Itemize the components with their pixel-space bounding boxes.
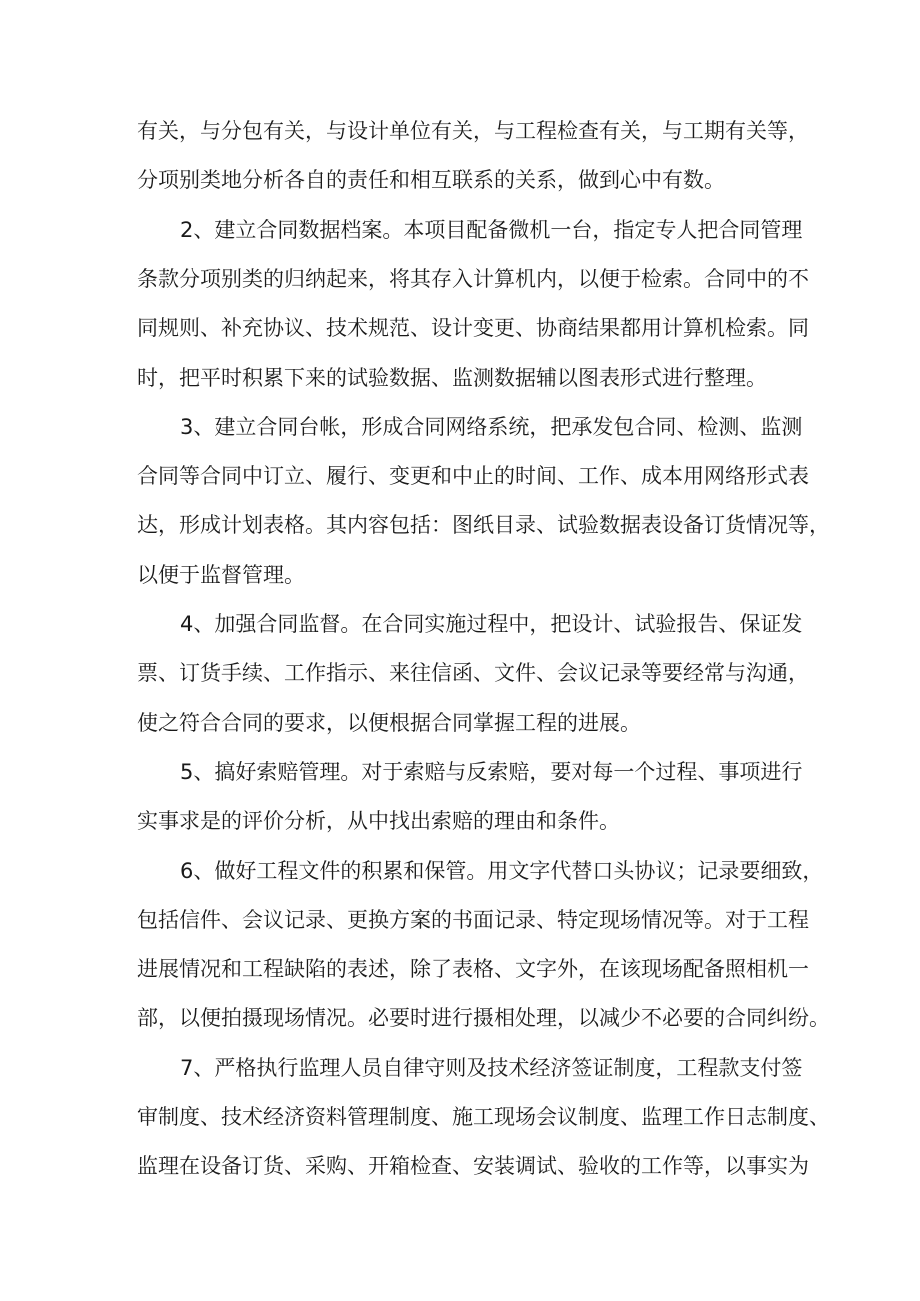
text-line: 时，把平时积累下来的试验数据、监测数据辅以图表形式进行整理。 [137, 365, 767, 390]
text-line: 同规则、补充协议、技术规范、设计变更、协商结果都用计算机检索。同 [137, 316, 809, 341]
text-line: 有关，与分包有关，与设计单位有关，与工程检查有关，与工期有关等， [137, 119, 809, 143]
text-line: 5、搞好索赔管理。对于索赔与反索赔，要对每一个过程、事项进行 [180, 759, 803, 784]
text-line: 条款分项别类的归纳起来，将其存入计算机内，以便于检索。合同中的不 [137, 266, 809, 291]
text-line: 进展情况和工程缺陷的表述，除了表格、文字外，在该现场配备照相机一 [137, 957, 809, 982]
text-line: 达，形成计划表格。其内容包括：图纸目录、试验数据表设备订货情况等， [137, 513, 830, 538]
text-line: 分项别类地分析各自的责任和相互联系的关系，做到心中有数。 [137, 168, 725, 193]
text-line: 审制度、技术经济资料管理制度、施工现场会议制度、监理工作日志制度、 [137, 1105, 830, 1129]
text-line: 合同等合同中订立、履行、变更和中止的时间、工作、成本用网络形式表 [137, 464, 809, 489]
text-line: 包括信件、会议记录、更换方案的书面记录、特定现场情况等。对于工程 [137, 907, 809, 932]
text-line: 以便于监督管理。 [137, 562, 305, 587]
text-line: 实事求是的评价分析，从中找出索赔的理由和条件。 [137, 809, 620, 834]
text-line: 监理在设备订货、采购、开箱检查、安装调试、验收的工作等，以事实为 [137, 1154, 809, 1179]
text-line: 2、建立合同数据档案。本项目配备微机一台，指定专人把合同管理 [180, 217, 803, 242]
text-line: 6、做好工程文件的积累和保管。用文字代替口头协议；记录要细致， [180, 858, 824, 883]
text-line: 部，以便拍摄现场情况。必要时进行摄相处理，以减少不必要的合同纠纷。 [137, 1006, 830, 1031]
text-line: 4、加强合同监督。在合同实施过程中，把设计、试验报告、保证发 [180, 612, 803, 636]
text-line: 票、订货手续、工作指示、来往信函、文件、会议记录等要经常与沟通， [137, 661, 809, 686]
text-line: 使之符合合同的要求，以便根据合同掌握工程的进展。 [137, 710, 641, 735]
text-line: 3、建立合同台帐，形成合同网络系统，把承发包合同、检测、监测 [180, 414, 803, 439]
text-line: 7、严格执行监理人员自律守则及技术经济签证制度，工程款支付签 [180, 1055, 803, 1080]
